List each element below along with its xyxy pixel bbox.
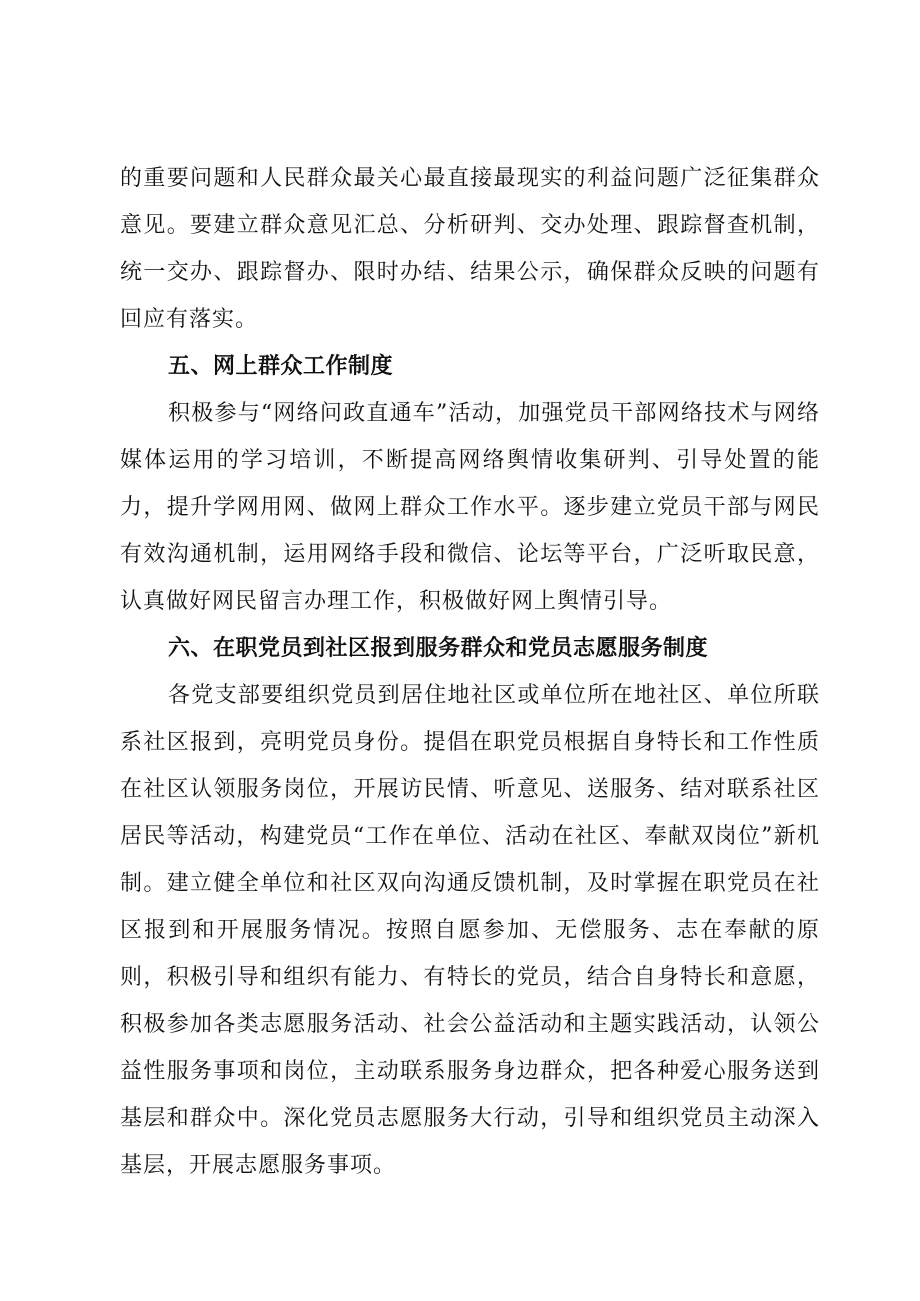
- paragraph-section-5: 积极参与“网络问政直通车”活动，加强党员干部网络技术与网络媒体运用的学习培训，不断提高网络舆情收集研判、引导处置的能力，提升学网用网、做网上群众工作水平。逐步建立党员干部与网民有效沟通机制，运用网络手段和微信、论坛等平台，广泛听取民意，认真做好网民留言办理工作，积极做好网上舆情引导。: [120, 401, 820, 614]
- section-heading-6: 六、在职党员到社区报到服务群众和党员志愿服务制度: [168, 636, 709, 661]
- paragraph-intro: 的重要问题和人民群众最关心最直接最现实的利益问题广泛征集群众意见。要建立群众意见汇总、分析研判、交办处理、跟踪督查机制，统一交办、跟踪督办、限时办结、结果公示，确保群众反映的问题有回应有落实。: [120, 166, 820, 332]
- document-page: [120, 155, 820, 1189]
- paragraph-section-6: 各党支部要组织党员到居住地社区或单位所在地社区、单位所联系社区报到，亮明党员身份。提倡在职党员根据自身特长和工作性质在社区认领服务岗位，开展访民情、听意见、送服务、结对联系社区居民等活动，构建党员“工作在单位、活动在社区、奉献双岗位”新机制。建立健全单位和社区双向沟通反馈机制，及时掌握在职党员在社区报到和开展服务情况。按照自愿参加、无偿服务、志在奉献的原则，积极引导和组织有能力、有特长的党员，结合自身特长和意愿，积极参加各类志愿服务活动、社会公益活动和主题实践活动，认领公益性服务事项和岗位，主动联系服务身边群众，把各种爱心服务送到基层和群众中。深化党员志愿服务大行动，引导和组织党员主动深入基层，开展志愿服务事项。: [120, 683, 820, 1178]
- section-heading-5: 五、网上群众工作制度: [168, 354, 394, 379]
